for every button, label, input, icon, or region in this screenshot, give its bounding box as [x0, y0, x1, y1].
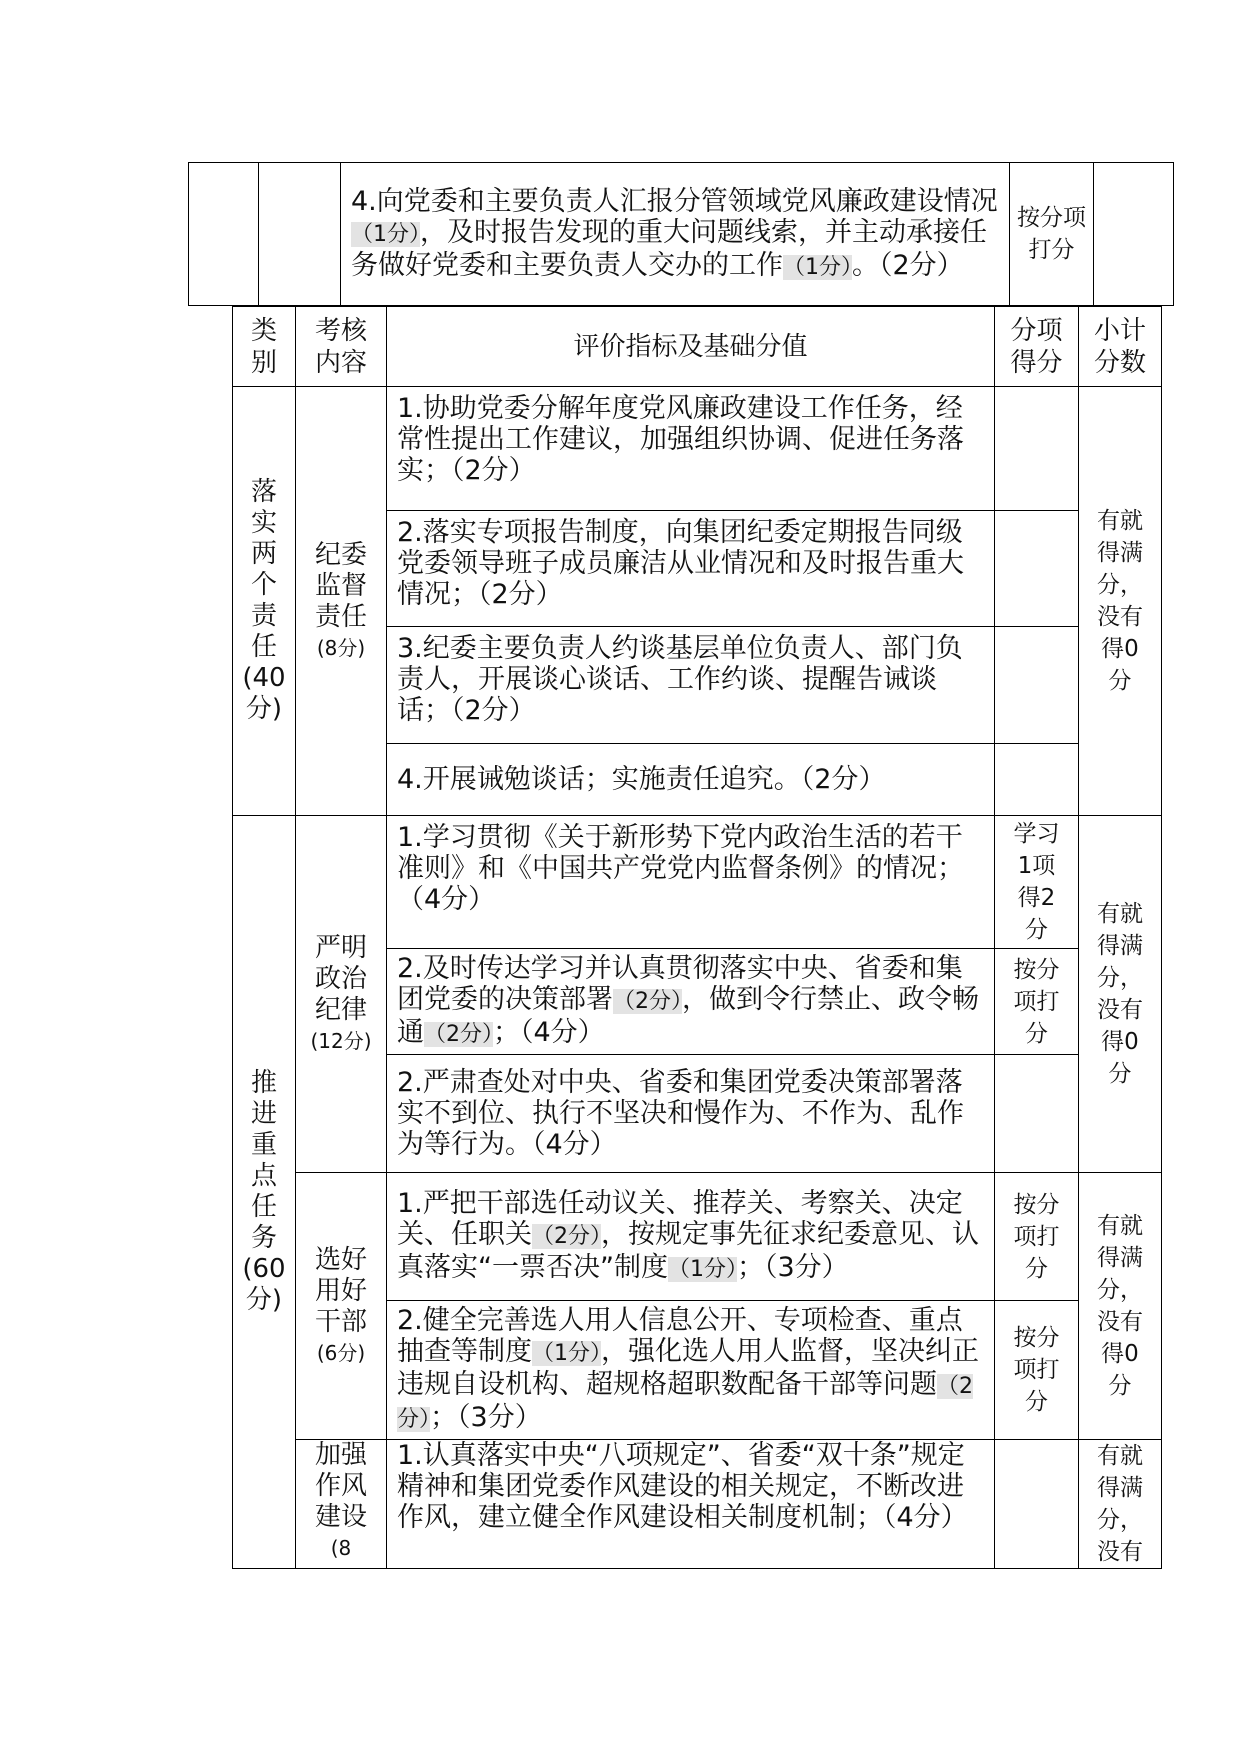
item-score-cell [995, 1440, 1079, 1569]
score-highlight: （2分） [397, 1374, 973, 1432]
item-score-cell [995, 627, 1079, 744]
header-item-score: 分项得分 [995, 307, 1079, 387]
item-score-cell: 按分项打分 [995, 1301, 1079, 1440]
criterion-text: 2.及时传达学习并认真贯彻落实中央、省委和集团党委的决策部署 [397, 953, 963, 1015]
criterion-cell [387, 1173, 995, 1301]
item-score-cell [995, 387, 1079, 511]
criterion-text: 2.健全完善选人用人信息公开、专项检查、重点抽查等制度 [397, 1305, 963, 1367]
header-row [233, 307, 1162, 387]
item-score-cell: 学习1项得2分 [995, 816, 1079, 949]
content-name: 加强作风建设 [314, 1440, 367, 1532]
subtotal-cell: 有就得满分，没有得0分 [1079, 387, 1162, 816]
criterion-cell [387, 1055, 995, 1173]
assessment-table [232, 306, 1162, 1569]
content-points: (8分) [316, 635, 366, 660]
header-content: 考核内容 [296, 307, 387, 387]
criterion-text: 。（2分） [852, 249, 964, 281]
score-highlight: （2分） [613, 989, 682, 1014]
item-score-cell: 按分项打分 [1010, 163, 1094, 306]
empty-category-cell [189, 163, 259, 306]
header-category: 类别 [233, 307, 296, 387]
criterion-text: ，及时报告发现的重大问题线索，并主动承接任务做好党委和主要负责人交办的工作 [351, 216, 987, 281]
criterion-text: 4.开展诫勉谈话；实施责任追究。（2分） [397, 764, 886, 795]
subtotal-cell: 有就得满分，没有 [1079, 1440, 1162, 1569]
criterion-text: ，按规定事先征求纪委意见、认真落实“一票否决”制度 [397, 1219, 979, 1283]
table-row [189, 163, 1174, 306]
content-cell [296, 1440, 387, 1569]
criterion-cell [341, 163, 1010, 306]
criterion-text: ，强化选人用人监督，坚决纠正违规自设机构、超规格超职数配备干部等问题 [397, 1336, 979, 1400]
content-points: (8 [330, 1536, 352, 1560]
criterion-text: 1.协助党委分解年度党风廉政建设工作任务，经常性提出工作建议，加强组织协调、促进任务落实；（2分） [397, 393, 964, 486]
table-row [233, 387, 1162, 511]
criterion-cell [387, 387, 995, 511]
category-cell: 落实两个责任(40分) [233, 387, 296, 816]
table-row [233, 1173, 1162, 1301]
empty-content-cell [259, 163, 341, 306]
category-cell: 推进重点任务(60分) [233, 816, 296, 1569]
table-row [233, 1440, 1162, 1569]
score-highlight: （2分） [532, 1224, 601, 1249]
continued-table [188, 162, 1174, 306]
content-cell [296, 1173, 387, 1440]
criterion-cell [387, 1440, 995, 1569]
criterion-text: 2.落实专项报告制度，向集团纪委定期报告同级党委领导班子成员廉洁从业情况和及时报告重大情况；（2分） [397, 517, 964, 610]
criterion-cell [387, 511, 995, 627]
item-score-cell: 按分项打分 [995, 1173, 1079, 1301]
criterion-text: 4.向党委和主要负责人汇报分管领域党风廉政建设情况 [351, 185, 998, 217]
criterion-text: ；（3分） [736, 1252, 849, 1283]
criterion-text: 1.严把干部选任动议关、推荐关、考察关、决定关、任职关 [397, 1188, 963, 1250]
criterion-text: ；（3分） [430, 1402, 542, 1433]
criterion-text: 2.严肃查处对中央、省委和集团党委决策部署落实不到位、执行不坚决和慢作为、不作为、乱作为等行为。（4分） [397, 1067, 964, 1160]
criterion-cell [387, 816, 995, 949]
subtotal-cell: 有就得满分，没有得0分 [1079, 1173, 1162, 1440]
criterion-text: 1.认真落实中央“八项规定”、省委“双十条”规定精神和集团党委作风建设的相关规定，不断改进作风，建立健全作风建设相关制度机制；（4分） [397, 1440, 968, 1533]
header-subtotal: 小计分数 [1079, 307, 1162, 387]
criterion-text: ；（4分） [493, 1017, 605, 1048]
criterion-cell [387, 627, 995, 744]
score-highlight: （1分） [532, 1341, 601, 1366]
table-row [233, 816, 1162, 949]
criterion-text: 1.学习贯彻《关于新形势下党内政治生活的若干准则》和《中国共产党党内监督条例》的情况；（4分） [397, 822, 964, 915]
score-highlight: （1分） [783, 254, 852, 280]
subtotal-cell [1094, 163, 1174, 306]
item-score-cell [995, 511, 1079, 627]
score-highlight: （2分） [424, 1022, 493, 1047]
item-score-cell [995, 1055, 1079, 1173]
criterion-cell [387, 1301, 995, 1440]
criterion-text: ，做到令行禁止、政令畅通 [397, 984, 979, 1048]
content-name: 严明政治纪律 [314, 932, 367, 1025]
item-score-cell [995, 744, 1079, 816]
content-points: (12分) [310, 1028, 372, 1053]
content-cell [296, 816, 387, 1173]
score-highlight: （1分） [667, 1257, 737, 1282]
header-criteria: 评价指标及基础分值 [387, 307, 995, 387]
criterion-text: 3.纪委主要负责人约谈基层单位负责人、部门负责人，开展谈心谈话、工作约谈、提醒告诫谈话；（2分） [397, 633, 963, 726]
content-cell [296, 387, 387, 816]
criterion-cell [387, 949, 995, 1055]
content-name: 选好用好干部 [314, 1244, 367, 1337]
subtotal-cell: 有就得满分，没有得0分 [1079, 816, 1162, 1173]
item-score-cell: 按分项打分 [995, 949, 1079, 1055]
content-points: (6分) [316, 1340, 366, 1365]
score-highlight: （1分） [351, 221, 420, 247]
criterion-cell [387, 744, 995, 816]
content-name: 纪委监督责任 [314, 539, 367, 632]
